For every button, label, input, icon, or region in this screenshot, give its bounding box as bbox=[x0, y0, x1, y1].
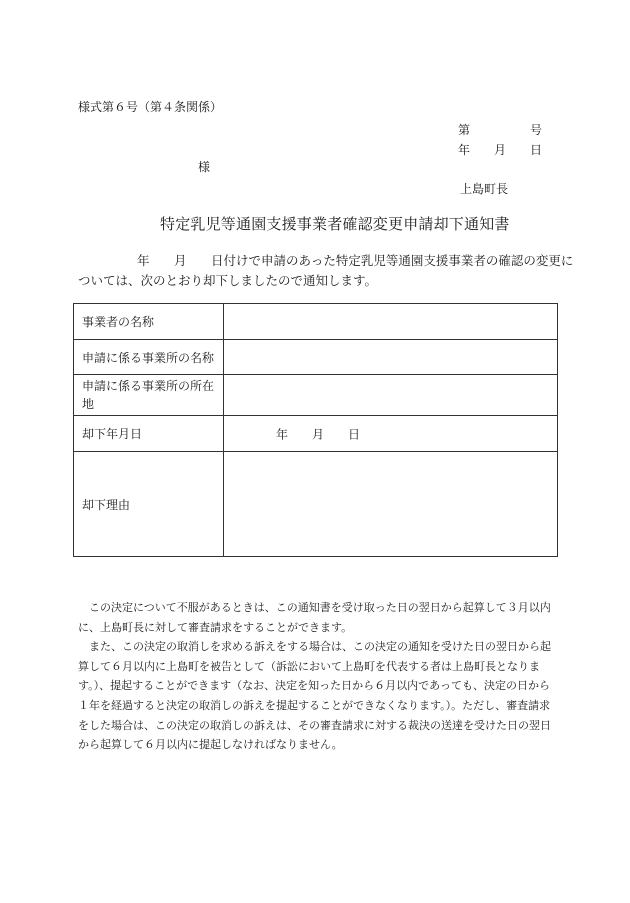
rejection-date-label: 却下年月日 bbox=[74, 416, 224, 452]
issue-day: 日 bbox=[530, 143, 543, 157]
number-suffix: 号 bbox=[530, 123, 543, 137]
business-name-label: 事業者の名称 bbox=[74, 304, 224, 340]
rejection-year: 年 bbox=[276, 427, 289, 441]
office-address-value bbox=[224, 375, 558, 416]
document-number bbox=[458, 120, 558, 140]
business-name-value bbox=[224, 304, 558, 340]
notice-paragraph-2: また、この決定の取消しを求める訴えをする場合は、この決定の通知を受けた日の翌日から起算して６月以内に上島町を被告として（訴訟において上島町を代表する者は上島町長となります。）、提起することができます（なお、決定を知った日から６月以内であっても、決定の日から１年を経過すると決定の取消しの訴えを提起することができなくなります。）。ただし、審査請求をした場合は、この決定の取消しの訴えは、その審査請求に対する裁決の送達を受けた日の翌日から起算して６月以内に提起しなければなりません。 bbox=[78, 640, 551, 752]
rejection-day: 日 bbox=[348, 427, 361, 441]
table-row bbox=[74, 375, 558, 416]
office-name-value bbox=[224, 340, 558, 375]
document-title: 特定乳児等通園支援事業者確認変更申請却下通知書 bbox=[160, 215, 510, 233]
issue-month: 月 bbox=[494, 143, 507, 157]
intro-line2: ついては、次のとおり却下しましたので通知します。 bbox=[78, 273, 378, 288]
form-number: 様式第６号（第４条関係） bbox=[78, 100, 223, 114]
rejection-reason-value bbox=[224, 452, 558, 557]
office-name-label: 申請に係る事業所の名称 bbox=[74, 340, 224, 375]
office-address-label: 申請に係る事業所の所在 地 bbox=[74, 375, 224, 416]
table-row bbox=[74, 452, 558, 557]
issuer: 上島町長 bbox=[460, 182, 509, 196]
table-row bbox=[74, 340, 558, 375]
number-label: 第 bbox=[458, 123, 471, 137]
rejection-reason-label: 却下理由 bbox=[74, 452, 224, 557]
intro-line1: 日付けで申請のあった特定乳児等通園支援事業者の確認の変更に bbox=[211, 253, 574, 268]
issue-year: 年 bbox=[458, 143, 471, 157]
appeal-notice bbox=[78, 598, 560, 755]
issue-date bbox=[458, 140, 558, 160]
intro-year: 年 bbox=[137, 253, 150, 268]
table-row bbox=[74, 416, 558, 452]
notice-paragraph-1: この決定について不服があるときは、この通知書を受け取った日の翌日から起算して３月以内に、上島町長に対して審査請求をすることができます。 bbox=[78, 601, 551, 634]
rejection-month: 月 bbox=[312, 427, 325, 441]
addressee-suffix: 様 bbox=[198, 160, 211, 174]
document-number-and-date bbox=[458, 120, 558, 160]
rejection-details-table bbox=[73, 303, 558, 557]
table-row bbox=[74, 304, 558, 340]
intro-text bbox=[78, 251, 574, 291]
rejection-date-value bbox=[224, 416, 558, 452]
intro-month: 月 bbox=[174, 253, 187, 268]
